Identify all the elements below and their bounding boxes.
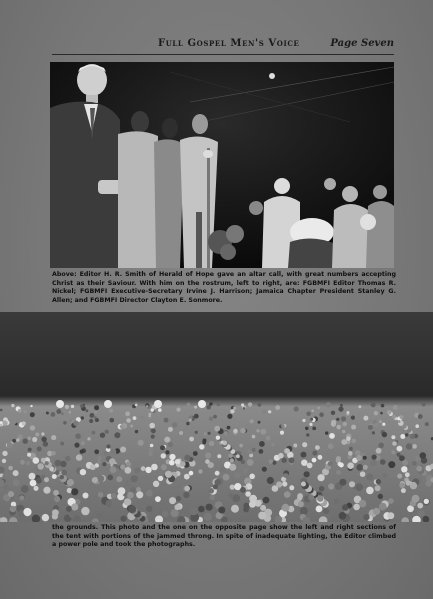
crowd-photo: [0, 312, 433, 522]
page-header: [52, 38, 394, 55]
page-number: Page Seven: [330, 38, 394, 49]
top-photo-caption: Above: Editor H. R. Smith of Herald of Hope gave an altar call, with great numbers accepting Christ as their Saviour. With him on the rostrum, left to right, are: FGBMFI Editor Thomas R. Nickel; FGBMFI Executive-Secretary Irvine J. Harrison; Jamaica Chapter President Stanley G. Allen; and FGBMFI Director Clayton E. Sonmore.: [52, 271, 396, 304]
publication-title: Full Gospel Men's Voice: [158, 38, 300, 49]
bottom-photo-caption: the grounds. This photo and the one on the opposite page show the left and right sections of the tent with portions of the jammed throng. In spite of inadequate lighting, the Editor climbed a power pole and took the photographs.: [52, 524, 396, 549]
rostrum-photo: [50, 62, 394, 268]
